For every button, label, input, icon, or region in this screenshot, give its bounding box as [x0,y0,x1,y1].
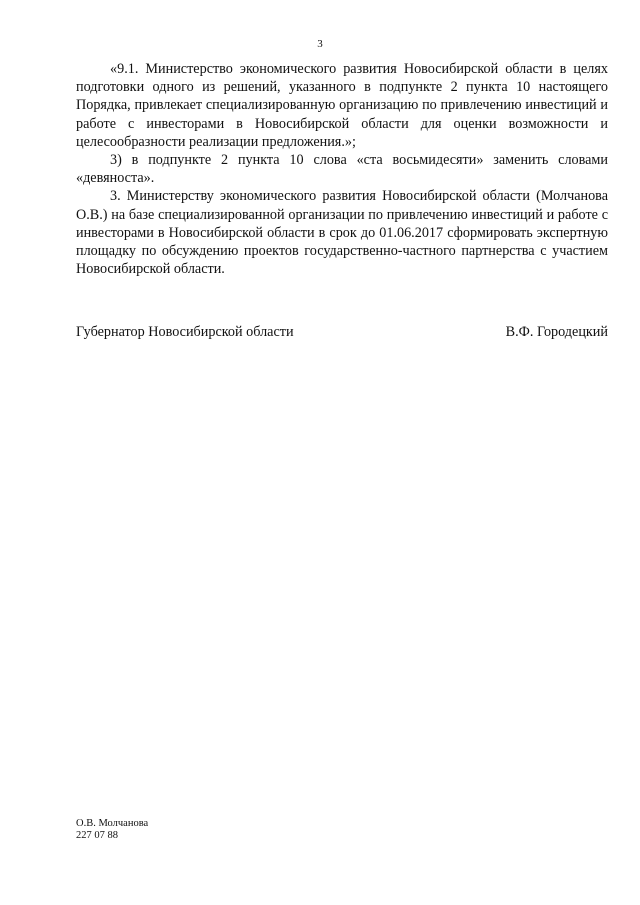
executor-footer [76,818,148,842]
document-body [76,60,608,278]
executor-name: О.В. Молчанова [76,818,149,829]
executor-phone: 227 07 88 [76,830,118,841]
signatory-name: В.Ф. Городецкий [505,324,608,340]
paragraph-9-1: «9.1. Министерство экономического развития Новосибирской области в целях подготовки одного из решений, указанного в подпункте 2 пункта 10 настоящего Порядка, привлекает специализированную организацию по привлечению инвестиций и работе с инвесторами в Новосибирской области для оценки возможности и целесообразности реализации предложения.»; [76,61,608,150]
paragraph-subitem-3: 3) в подпункте 2 пункта 10 слова «ста восьмидесяти» заменить словами «девяноста». [76,152,608,187]
page-number: 3 [317,38,323,50]
signatory-title: Губернатор Новосибирской области [76,324,294,340]
paragraph-item-3: 3. Министерству экономического развития Новосибирской области (Молчанова О.В.) на базе специализированной организации по привлечению инвестиций и работе с инвесторами в Новосибирской области в срок до 01.06.2017 сформировать экспертную площадку по обсуждению проектов государственно-частного партнерства с участием Новосибирской области. [76,188,608,278]
